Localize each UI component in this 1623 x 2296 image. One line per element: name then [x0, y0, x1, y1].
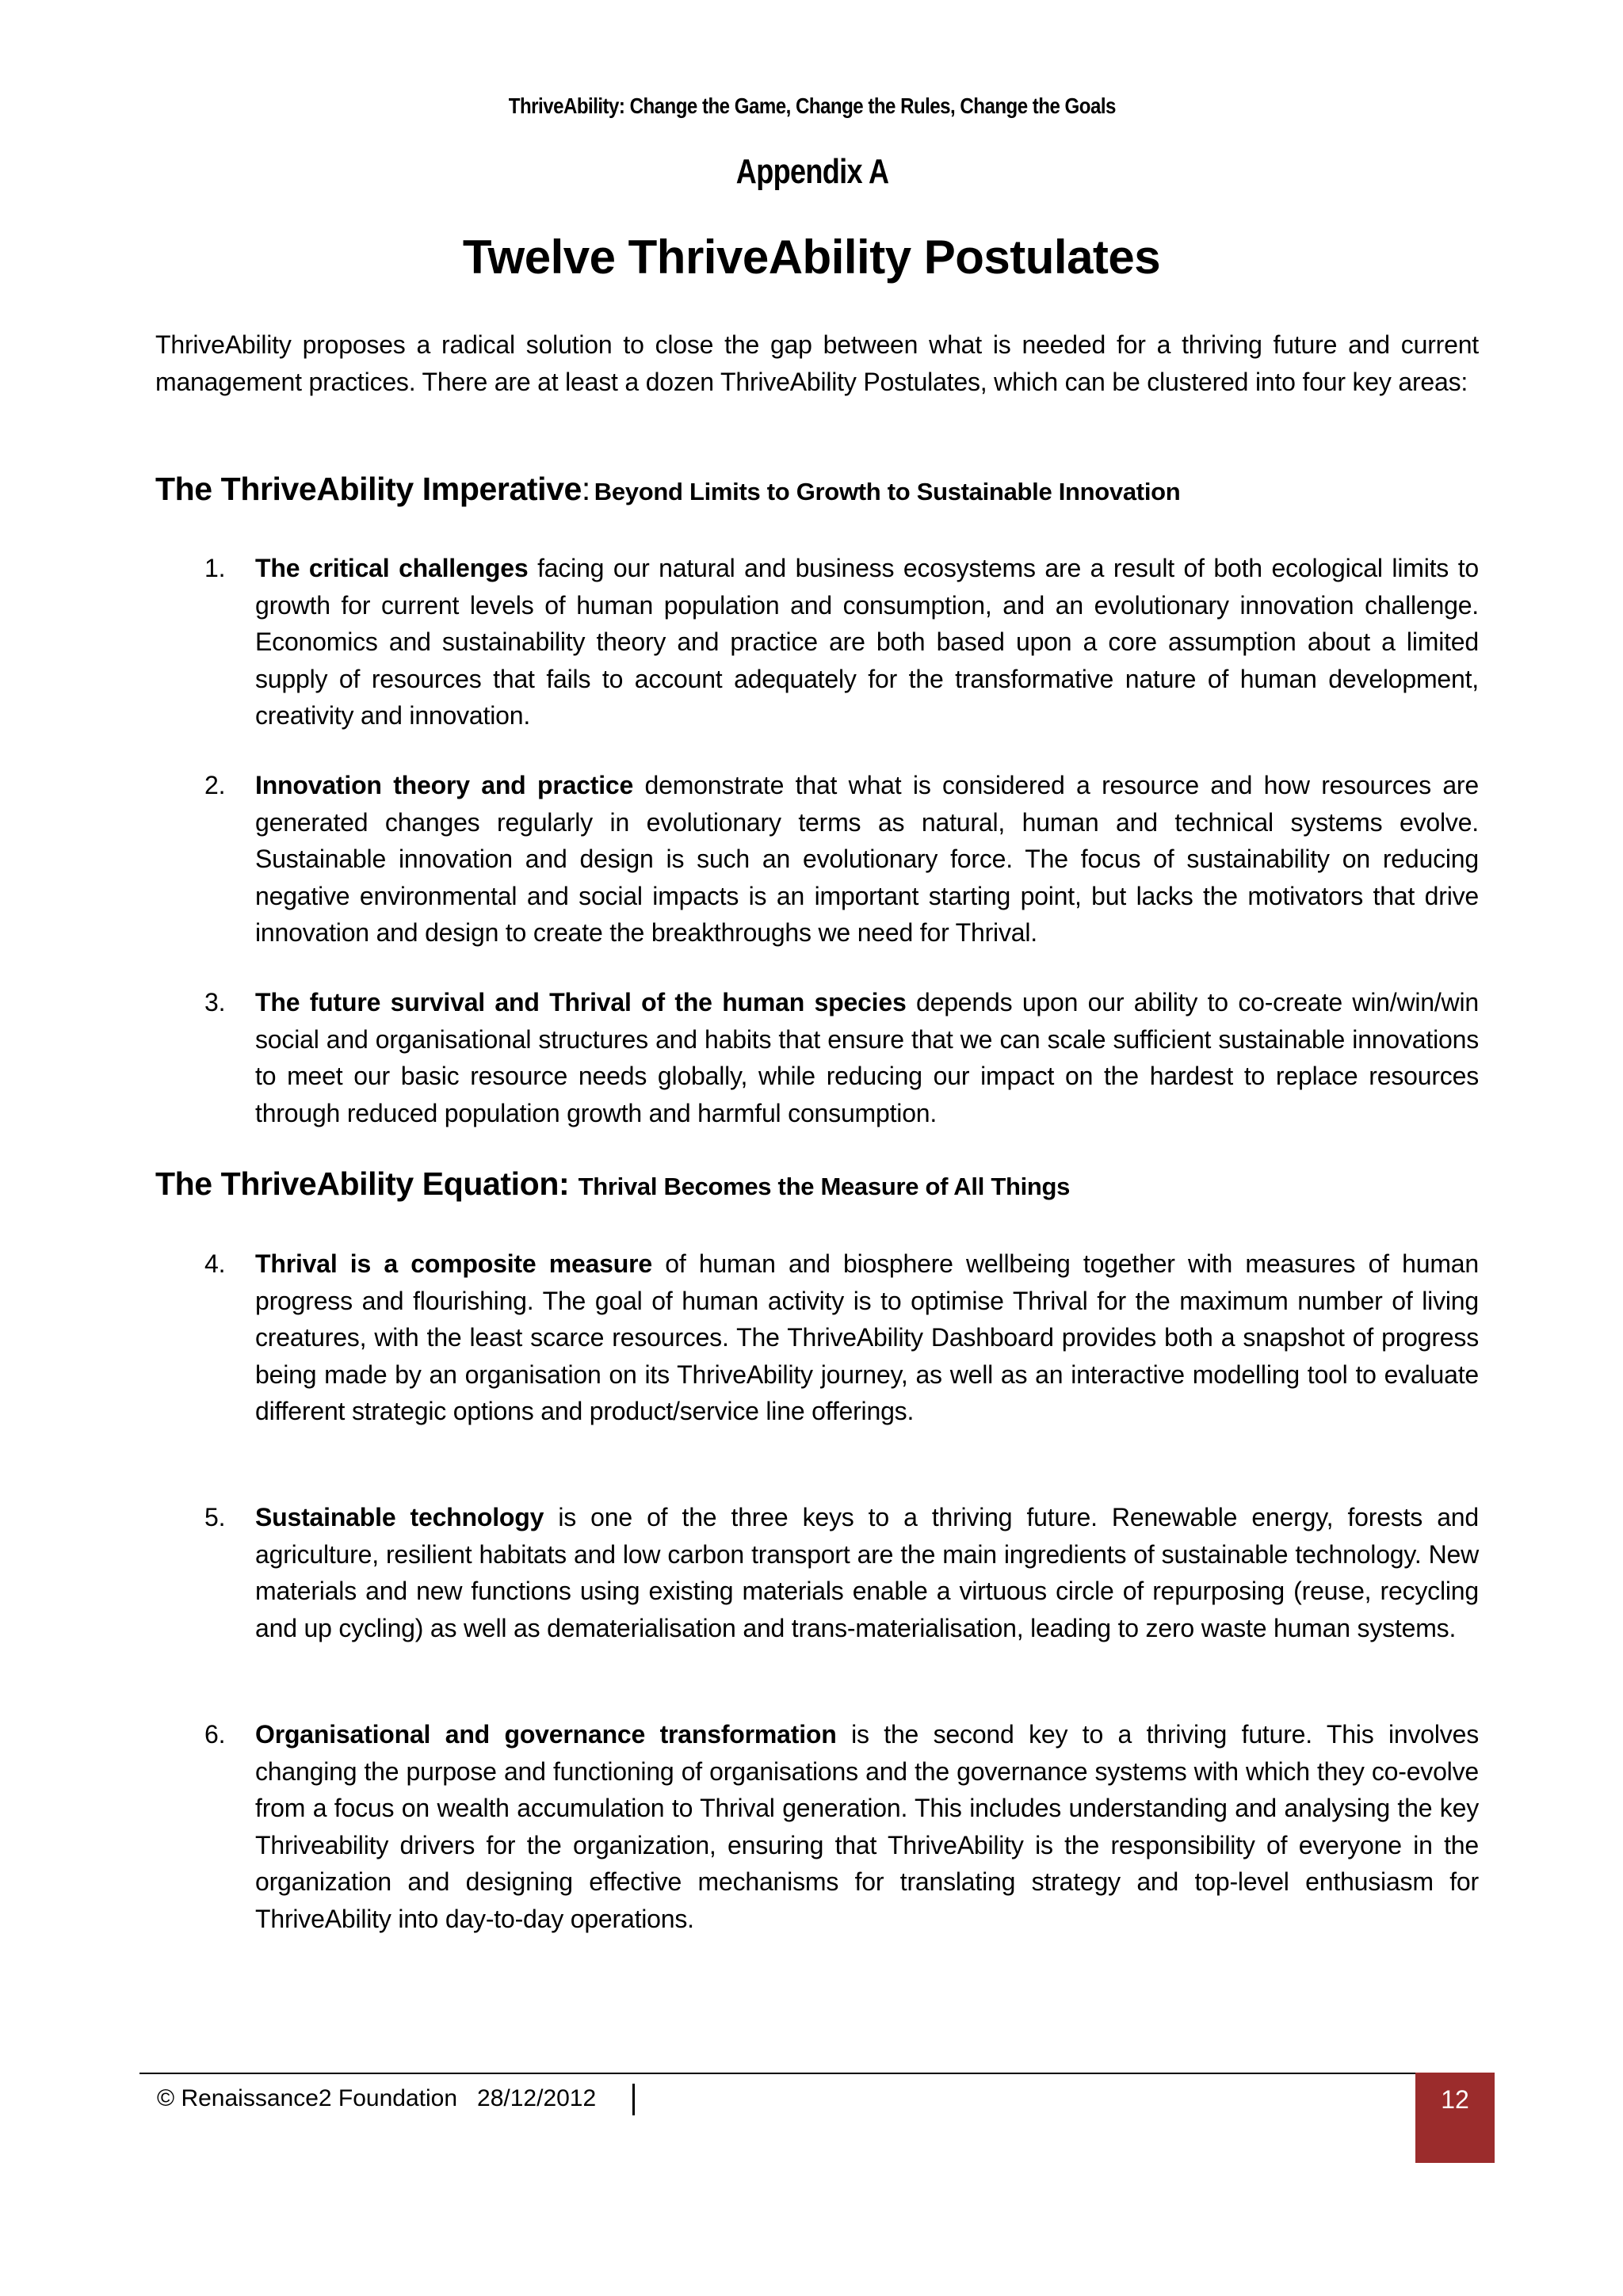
postulate-lead: The critical challenges: [255, 554, 529, 582]
postulate-number: 1.: [204, 554, 226, 582]
postulate-number: 5.: [204, 1503, 226, 1531]
section-heading-subtitle: Beyond Limits to Growth to Sustainable Innovation: [594, 478, 1181, 505]
footer-divider: [139, 2073, 1495, 2074]
postulate-body: depends upon our ability to co-create win/win/win social and organisational structures and habits that ensure that we can scale sufficient sustainable innovations to meet our basic resource needs globally, while reducing our impact on the hardest to replace resources through reduced population growth and harmful consumption.: [255, 988, 1479, 1127]
section-heading-title: The ThriveAbility Equation:: [155, 1165, 570, 1202]
footer-text: [157, 2085, 596, 2112]
section-heading-separator: [569, 1165, 578, 1202]
postulate-number: 6.: [204, 1720, 226, 1749]
page-number: 12: [1441, 2085, 1469, 2114]
postulate-item-3: [155, 984, 1479, 1131]
section-heading-imperative: [155, 471, 1503, 508]
postulate-number: 4.: [204, 1249, 226, 1278]
postulate-text: [255, 767, 1479, 952]
postulate-item-5: [155, 1499, 1479, 1646]
postulate-lead: The future survival and Thrival of the human species: [255, 988, 907, 1016]
page-title: Twelve ThriveAbility Postulates: [462, 231, 1161, 284]
section-heading-separator: :: [581, 471, 591, 507]
postulate-body: is one of the three keys to a thriving future. Renewable energy, forests and agriculture, resilient habitats and low carbon transport are the main ingredients of sustainable technology. New materials and new functions using existing materials enable a virtuous circle of repurposing (reuse, recycling and up cycling) as well as dematerialisation and trans-materialisation, leading to zero waste human systems.: [255, 1503, 1479, 1642]
postulate-text: [255, 550, 1479, 734]
appendix-label: Appendix A: [735, 152, 889, 191]
footer-copyright: © Renaissance2 Foundation: [157, 2085, 458, 2111]
postulate-item-2: [155, 767, 1479, 952]
postulate-lead: Organisational and governance transformation: [255, 1720, 837, 1749]
postulate-number: 2.: [204, 771, 226, 799]
section-heading-equation: [155, 1165, 1503, 1203]
postulate-text: [255, 984, 1479, 1131]
postulate-lead: Thrival is a composite measure: [255, 1249, 652, 1278]
intro-paragraph: ThriveAbility proposes a radical solution to close the gap between what is needed for a thriving future and current management practices. There are at least a dozen ThriveAbility Postulates, which can be clustered into four key areas:: [155, 330, 1479, 396]
postulate-lead: Innovation theory and practice: [255, 771, 634, 799]
postulate-text: [255, 1499, 1479, 1646]
postulate-number: 3.: [204, 988, 226, 1016]
footer-separator-bar: [632, 2084, 635, 2115]
postulate-body: is the second key to a thriving future. This involves changing the purpose and functioning of organisations and the governance systems with which they co-evolve from a focus on wealth accumulation to Thrival generation. This includes understanding and analysing the key Thriveability drivers for the organization, ensuring that ThriveAbility is the responsibility of everyone in the organization and designing effective mechanisms for translating strategy and top-level enthusiasm for ThriveAbility into day-to-day operations.: [255, 1720, 1479, 1933]
postulate-item-1: [155, 550, 1479, 734]
postulate-item-4: [155, 1245, 1479, 1430]
section-heading-subtitle: Thrival Becomes the Measure of All Things: [578, 1173, 1071, 1200]
postulate-body: demonstrate that what is considered a resource and how resources are generated changes regularly in evolutionary terms as natural, human and technical systems evolve. Sustainable innovation and design is such an evolutionary force. The focus of sustainability on reducing negative environmental and social impacts is an important starting point, but lacks the motivators that drive innovation and design to create the breakthroughs we need for Thrival.: [255, 771, 1479, 947]
postulate-body: facing our natural and business ecosystems are a result of both ecological limits to growth for current levels of human population and consumption, and an evolutionary innovation challenge. Economics and sustainability theory and practice are both based upon a core assumption about a limited supply of resources that fails to account adequately for the transformative nature of human development, creativity and innovation.: [255, 554, 1479, 730]
postulate-item-6: [155, 1716, 1479, 1937]
running-header: ThriveAbility: Change the Game, Change the Rules, Change the Goals: [508, 93, 1116, 118]
postulate-body: of human and biosphere wellbeing together with measures of human progress and flourishing. The goal of human activity is to optimise Thrival for the maximum number of living creatures, with the least scarce resources. The ThriveAbility Dashboard provides both a snapshot of progress being made by an organisation on its ThriveAbility journey, as well as an interactive modelling tool to evaluate different strategic options and product/service line offerings.: [255, 1249, 1479, 1425]
postulate-text: [255, 1716, 1479, 1937]
section-heading-title: The ThriveAbility Imperative: [155, 471, 582, 507]
footer-date: 28/12/2012: [477, 2085, 597, 2111]
postulate-lead: Sustainable technology: [255, 1503, 544, 1531]
postulate-text: [255, 1245, 1479, 1430]
page-number-box: [1415, 2073, 1495, 2163]
